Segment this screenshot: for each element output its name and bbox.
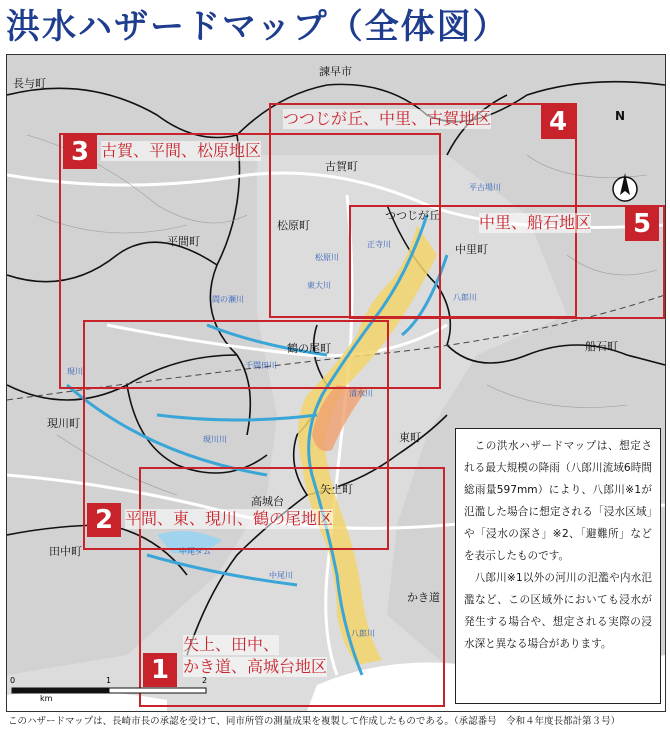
zone-4-badge[interactable]: 4 xyxy=(541,105,575,139)
river-shouji: 正寺川 xyxy=(367,240,391,249)
town-tanaka: 田中町 xyxy=(49,545,82,558)
town-koujoudai: 高城台 xyxy=(251,495,284,508)
page-title: 洪水ハザードマップ（全体図） xyxy=(6,7,509,47)
town-nagayo: 長与町 xyxy=(13,77,46,90)
river-utsutsu-a: 現川 xyxy=(67,367,83,376)
zone-1-label-line1[interactable]: 矢上、田中、 xyxy=(183,635,280,654)
river-heiko: 平古場川 xyxy=(469,183,501,192)
river-nakao-dam: 中尾ダム xyxy=(179,547,211,556)
info-paragraph-1: この洪水ハザードマップは、想定される最大規模の降雨（八郎川流域6時間総雨量597mm）により、八郎川※1が氾濫した場合に想定される「浸水区域」や「浸水の深さ」※2、「避難所」などを表示したものです。 xyxy=(464,440,652,562)
river-hachiro-a: 八郎川 xyxy=(453,293,477,302)
scale-bar xyxy=(10,676,210,708)
town-matsubara: 松原町 xyxy=(277,219,310,232)
zone-5-badge[interactable]: 5 xyxy=(625,207,659,241)
scale-unit: km xyxy=(40,694,53,703)
zone-2-badge[interactable]: 2 xyxy=(87,503,121,537)
town-nakazato: 中里町 xyxy=(455,243,488,256)
town-funaishi: 船石町 xyxy=(585,340,618,353)
river-nakao: 中尾川 xyxy=(269,571,293,580)
town-koga: 古賀町 xyxy=(325,160,358,173)
town-tsurunoo: 鶴の尾町 xyxy=(287,342,331,355)
river-higashiomura: 東大川 xyxy=(307,281,331,290)
town-higashi: 東町 xyxy=(399,431,421,444)
town-kakidou: かき道 xyxy=(407,591,440,604)
info-paragraph-2: 八郎川※1以外の河川の氾濫や内水氾濫など、この区域外においても浸水が発生する場合や、想定される実際の浸水深と異なる場合があります。 xyxy=(464,572,652,650)
zone-1-badge[interactable]: 1 xyxy=(143,653,177,687)
footer-note: このハザードマップは、長崎市長の承認を受けて、同市所管の測量成果を複製して作成したものである。（承認番号 令和４年度長都計第３号） xyxy=(8,716,621,727)
zone-3-label[interactable]: 古賀、平間、松原地区 xyxy=(101,141,262,160)
zone-2-label[interactable]: 平間、東、現川、鶴の尾地区 xyxy=(125,509,334,528)
north-arrow-icon xyxy=(611,159,639,209)
town-yakami: 矢上町 xyxy=(320,483,353,496)
scale-two: 2 xyxy=(202,676,208,685)
north-label: N xyxy=(615,109,626,123)
river-utsutsu-b: 現川川 xyxy=(203,435,227,444)
zone-4-label[interactable]: つつじが丘、中里、古賀地区 xyxy=(283,109,492,128)
info-box xyxy=(455,428,661,704)
town-tsutsujigaoka: つつじが丘 xyxy=(385,209,440,222)
town-isahaya: 諫早市 xyxy=(319,65,352,78)
river-hachiro-b: 八郎川 xyxy=(351,629,375,638)
town-hirama: 平間町 xyxy=(167,235,200,248)
zone-5-label[interactable]: 中里、船石地区 xyxy=(479,213,592,232)
zone-1-label-line2[interactable]: かき道、高城台地区 xyxy=(183,657,328,676)
river-chigenda: 千間田川 xyxy=(245,361,277,370)
zone-3-badge[interactable]: 3 xyxy=(63,135,97,169)
scale-one: 1 xyxy=(106,676,112,685)
town-utsutsugawa: 現川町 xyxy=(47,417,80,430)
river-shimizu: 清水川 xyxy=(349,389,373,398)
scale-zero: 0 xyxy=(10,676,16,685)
river-manose: 間の瀬川 xyxy=(212,295,244,304)
river-matsubara: 松原川 xyxy=(315,253,339,262)
